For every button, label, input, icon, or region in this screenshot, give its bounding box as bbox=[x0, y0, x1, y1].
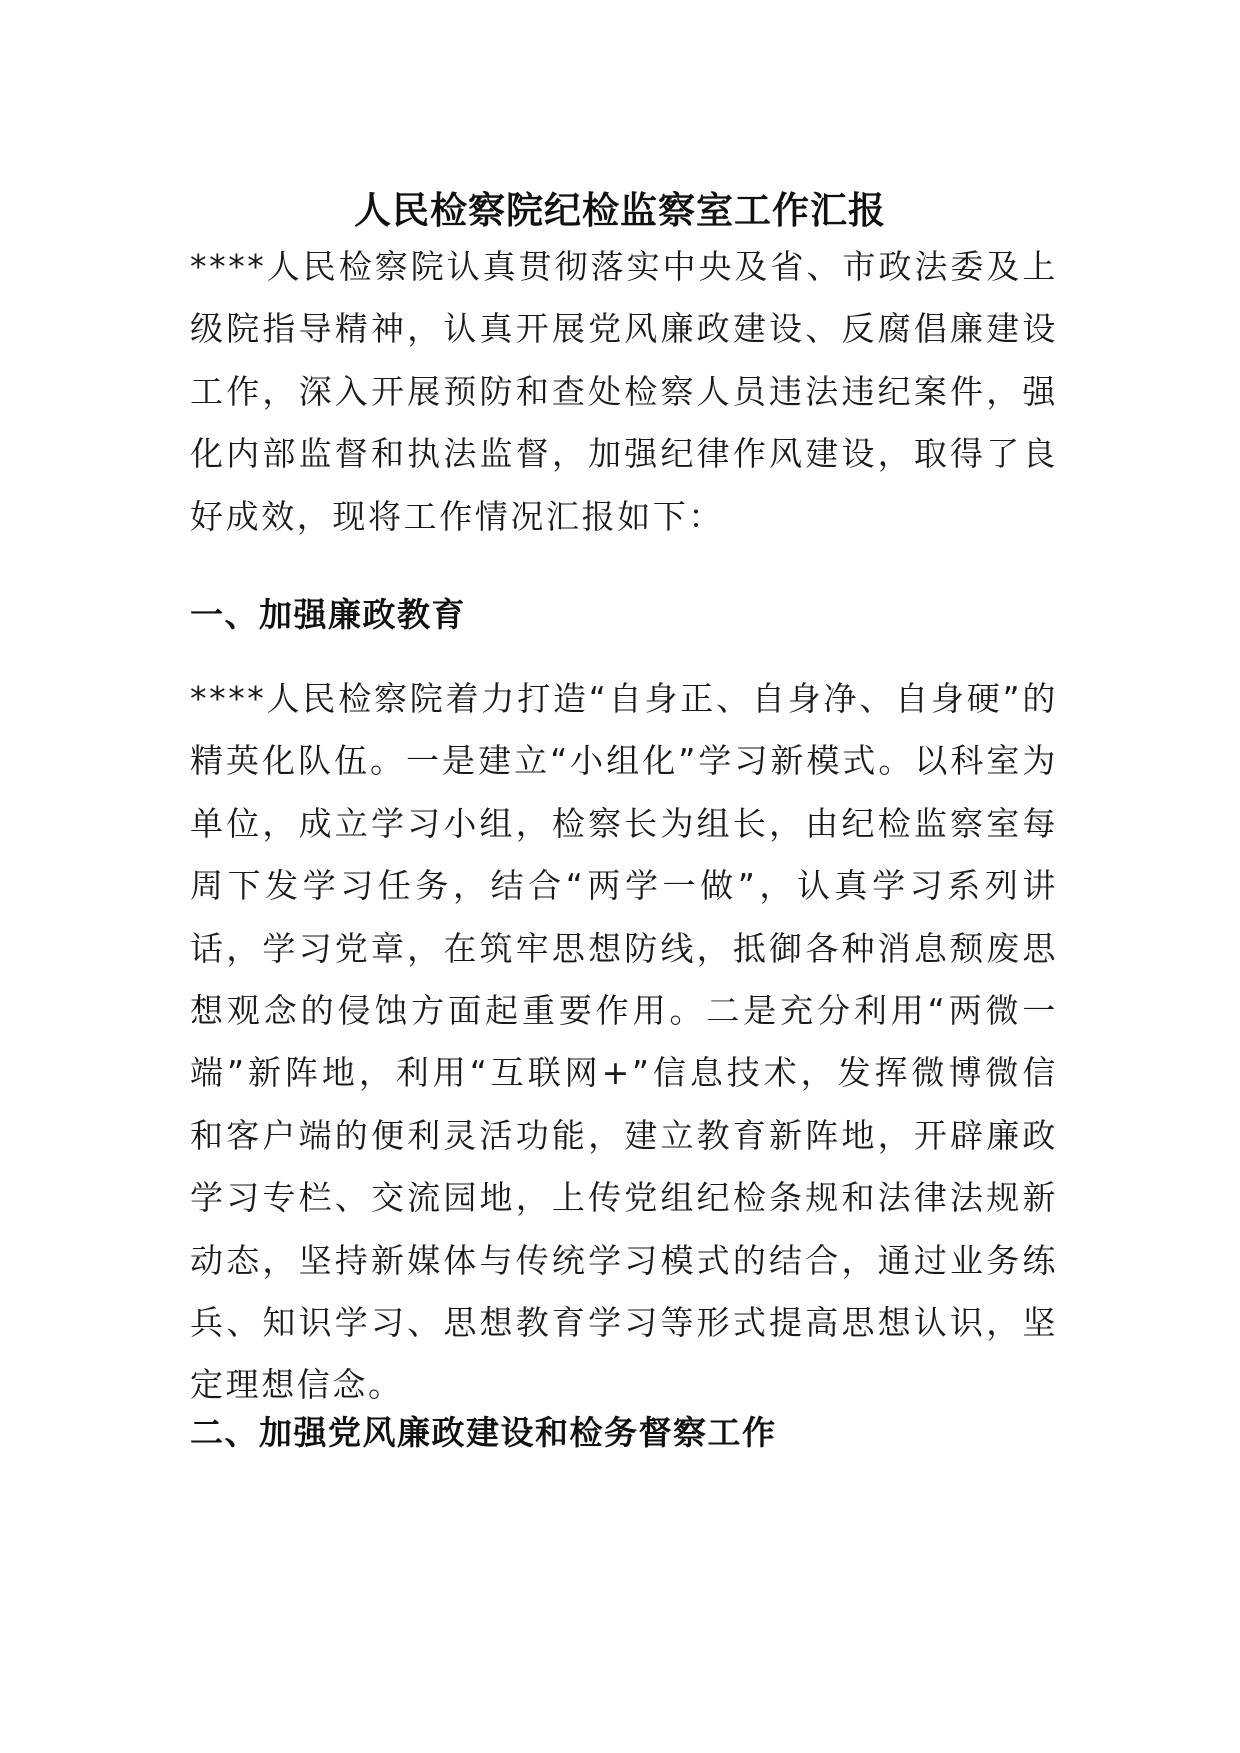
document-title: 人民检察院纪检监察室工作汇报 bbox=[354, 187, 886, 232]
intro-paragraph: ****人民检察院认真贯彻落实中央及省、市政法委及上级院指导精神，认真开展党风廉政建设、反腐倡廉建设工作，深入开展预防和查处检察人员违法违纪案件，强化内部监督和执法监督，加强纪律作风建设，取得了良好成效，现将工作情况汇报如下： bbox=[190, 247, 1058, 536]
section-heading-1: 一、加强廉政教育 bbox=[190, 595, 466, 634]
section-paragraph-1: ****人民检察院着力打造“自身正、自身净、自身硬”的精英化队伍。一是建立“小组化”学习新模式。以科室为单位，成立学习小组，检察长为组长，由纪检监察室每周下发学习任务，结合“两学一做”，认真学习系列讲话，学习党章，在筑牢思想防线，抵御各种消息颓废思想观念的侵蚀方面起重要作用。二是充分利用“两微一端”新阵地，利用“互联网+”信息技术，发挥微博微信和客户端的便利灵活功能，建立教育新阵地，开辟廉政学习专栏、交流园地，上传党组纪检条规和法律法规新动态，坚持新媒体与传统学习模式的结合，通过业务练兵、知识学习、思想教育学习等形式提高思想认识，坚定理想信念。 bbox=[190, 679, 1058, 1405]
section-heading-2: 二、加强党风廉政建设和检务督察工作 bbox=[190, 1413, 777, 1452]
